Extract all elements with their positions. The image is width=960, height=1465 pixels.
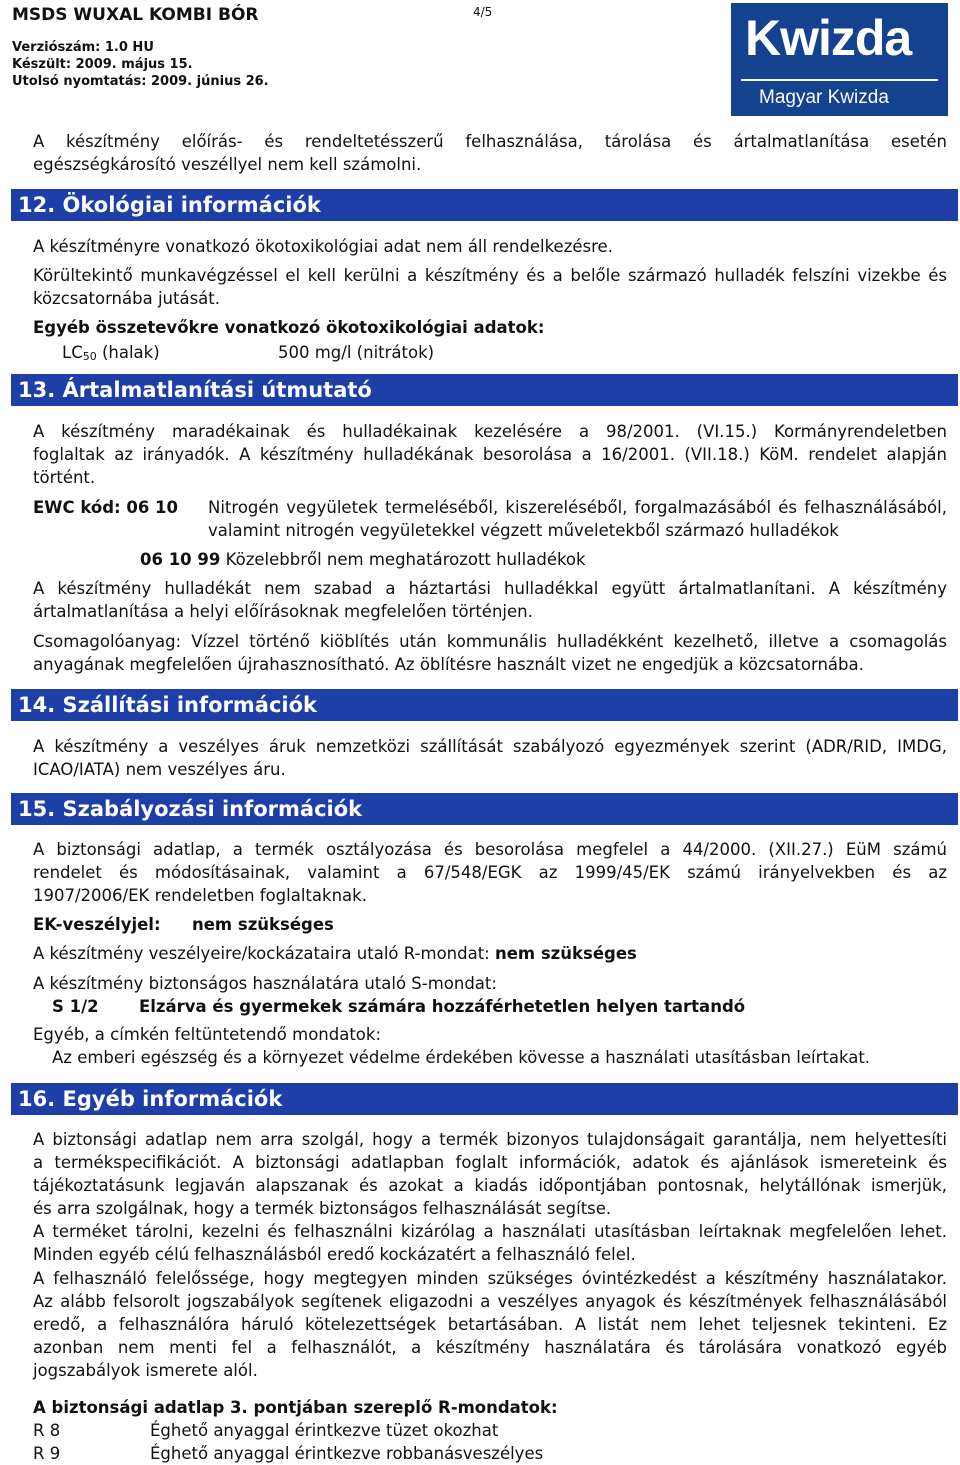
ek-value: nem szükséges bbox=[192, 915, 334, 934]
s12-p1: A készítményre vonatkozó ökotoxikológiai adat nem áll rendelkezésre. bbox=[33, 237, 613, 256]
s-sentence-label: A készítmény biztonságos használatára utaló S-mondat: bbox=[33, 974, 497, 993]
r8-code: R 8 bbox=[33, 1421, 61, 1440]
r9-text: Éghető anyaggal érintkezve robbanásveszélyes bbox=[150, 1444, 544, 1463]
s16-line-2: a termékspecifikációt. A biztonsági adatlapban foglalt információk, adatok és ajánlások ismereteink és bbox=[33, 1153, 947, 1172]
s14-p1-line-1: A készítmény a veszélyes áruk nemzetközi szállítását szabályozó egyezmények szerint (ADR/RID, IMDG, bbox=[33, 737, 947, 756]
s15-p1-line-2: rendelet és módosításainak, valamint a 67/548/EGK az 1999/45/EK számú irányelvekben és az bbox=[33, 863, 947, 882]
logo-subtext: Magyar Kwizda bbox=[759, 87, 889, 108]
section-12-title: 12. Ökológiai információk bbox=[11, 189, 958, 221]
section-13-title: 13. Ártalmatlanítási útmutató bbox=[11, 374, 958, 406]
r-sentence-line: A készítmény veszélyeire/kockázataira utaló R-mondat: nem szükséges bbox=[33, 944, 637, 963]
s13-p1-line-2: foglaltak az irányadók. A készítmény hulladékának besorolása a 16/2001. (VII.18.) KöM. rendelet alapján bbox=[33, 445, 947, 464]
created-line: Készült: 2009. május 15. bbox=[12, 57, 193, 72]
s15-p1-line-3: 1907/2006/EK rendeletben foglaltaknak. bbox=[33, 886, 367, 905]
s13-p1-line-3: történt. bbox=[33, 468, 96, 487]
s12-p2-line-1: Körültekintő munkavégzéssel el kell kerülni a készítmény és a belőle származó hulladék felszíni vizekbe és bbox=[33, 266, 947, 285]
version-line: Verziószám: 1.0 HU bbox=[12, 40, 154, 55]
r9-code: R 9 bbox=[33, 1444, 61, 1463]
section-15-title: 15. Szabályozási információk bbox=[11, 793, 958, 825]
s16-line-1: A biztonsági adatlap nem arra szolgál, hogy a termék bizonyos tulajdonságait garantálja, nem helyettesíti bbox=[33, 1130, 947, 1149]
section-14-title: 14. Szállítási információk bbox=[11, 689, 958, 721]
other-text: Az emberi egészség és a környezet védelme érdekében kövesse a használati utasításban leírtakat. bbox=[52, 1048, 871, 1067]
intro-line-1: A készítmény előírás- és rendeltetésszerű felhasználása, tárolása és ártalmatlanítása esetén bbox=[33, 132, 947, 151]
kwizda-logo bbox=[731, 3, 948, 116]
s16-line-3: tájékoztatásunk legjaván alapszanak és azokat a kiadás időpontjában pontosnak, helytállónak ismerjük, bbox=[33, 1176, 947, 1195]
s16-line-8: Az alább felsorolt jogszabályok segítenek eligazodni a veszélyes anyagok és készítmények felhasználásából bbox=[33, 1292, 947, 1311]
page-number: 4/5 bbox=[473, 5, 493, 19]
s13-p3-line-1: Csomagolóanyag: Vízzel történő kiöblítés után kommunális hulladékként kezelhető, illetve a csomagolás bbox=[33, 632, 947, 651]
other-label: Egyéb, a címkén feltüntetendő mondatok: bbox=[33, 1025, 382, 1044]
s14-p1-line-2: ICAO/IATA) nem veszélyes áru. bbox=[33, 760, 286, 779]
ewc-text-1: Nitrogén vegyületek termeléséből, kiszereléséből, forgalmazásából és felhasználásából, bbox=[208, 498, 947, 517]
s13-p3-line-2: anyagának megfelelően újrahasznosítható. Az öblítésre használt vizet ne engedjük a közcsatornába. bbox=[33, 655, 864, 674]
s16-line-4: és arra szolgálnak, hogy a termék biztonságos felhasználását segítse. bbox=[33, 1199, 612, 1218]
s16-line-10: azonban nem menti fel a felhasználót, a készítmény használatára és tárolására vonatkozó egyéb bbox=[33, 1338, 947, 1357]
intro-line-2: egészségkárosító veszéllyel nem kell számolni. bbox=[33, 155, 422, 174]
r-phrases-heading: A biztonsági adatlap 3. pontjában szereplő R-mondatok: bbox=[33, 1398, 558, 1417]
s16-line-11: jogszabályok ismerete alól. bbox=[33, 1361, 258, 1380]
ewc-text-2: valamint nitrogén vegyületekkel végzett műveletekből származó hulladékok bbox=[208, 521, 839, 540]
lc50-label: $LC_{50}$ (halak) bbox=[62, 343, 160, 363]
s16-line-6: Minden egyéb célú felhasználásból eredő kockázatért a felhasználó felel. bbox=[33, 1245, 636, 1264]
s16-line-5: A terméket tárolni, kezelni és felhasználni kizárólag a használati utasításban leírtaknak megfelelően lehet. bbox=[33, 1222, 947, 1241]
s13-p2-line-1: A készítmény hulladékát nem szabad a háztartási hulladékkal együtt ártalmatlanítani. A készítmény bbox=[33, 579, 947, 598]
s16-line-9: eredő, a felhasználóra háruló kötelezettségek betartásában. A listát nem lehet teljesnek tekinteni. Ez bbox=[33, 1315, 947, 1334]
s15-p1-line-1: A biztonsági adatlap, a termék osztályozása és besorolása megfelel a 44/2000. (XII.27.) EüM számú bbox=[33, 840, 947, 859]
ewc-label: EWC kód: 06 10 bbox=[33, 498, 179, 517]
ewc-subcode: 06 10 99 Közelebbről nem meghatározott hulladékok bbox=[140, 550, 586, 569]
s16-line-7: A felhasználó felelőssége, hogy megtegyen minden szükséges óvintézkedést a készítmény használatakor. bbox=[33, 1269, 947, 1288]
s-text: Elzárva és gyermekek számára hozzáférhetetlen helyen tartandó bbox=[139, 997, 746, 1016]
r8-text: Éghető anyaggal érintkezve tüzet okozhat bbox=[150, 1421, 499, 1440]
logo-rule bbox=[741, 79, 938, 81]
logo-text: Kwizda bbox=[745, 10, 912, 66]
s12-p2-line-2: közcsatornába jutását. bbox=[33, 289, 221, 308]
ek-label: EK-veszélyjel: bbox=[33, 915, 161, 934]
section-16-title: 16. Egyéb információk bbox=[11, 1083, 958, 1115]
s12-other-heading: Egyéb összetevőkre vonatkozó ökotoxikológiai adatok: bbox=[33, 318, 545, 337]
printed-line: Utolsó nyomtatás: 2009. június 26. bbox=[12, 74, 269, 89]
document-title: MSDS WUXAL KOMBI BÓR bbox=[12, 5, 259, 25]
s-code: S 1/2 bbox=[52, 997, 99, 1016]
s13-p2-line-2: ártalmatlanítása a helyi előírásoknak megfelelően történjen. bbox=[33, 602, 533, 621]
lc50-value: 500 mg/l (nitrátok) bbox=[278, 343, 435, 362]
s13-p1-line-1: A készítmény maradékainak és hulladékainak kezelésére a 98/2001. (VI.15.) Kormányrendeletben bbox=[33, 422, 947, 441]
